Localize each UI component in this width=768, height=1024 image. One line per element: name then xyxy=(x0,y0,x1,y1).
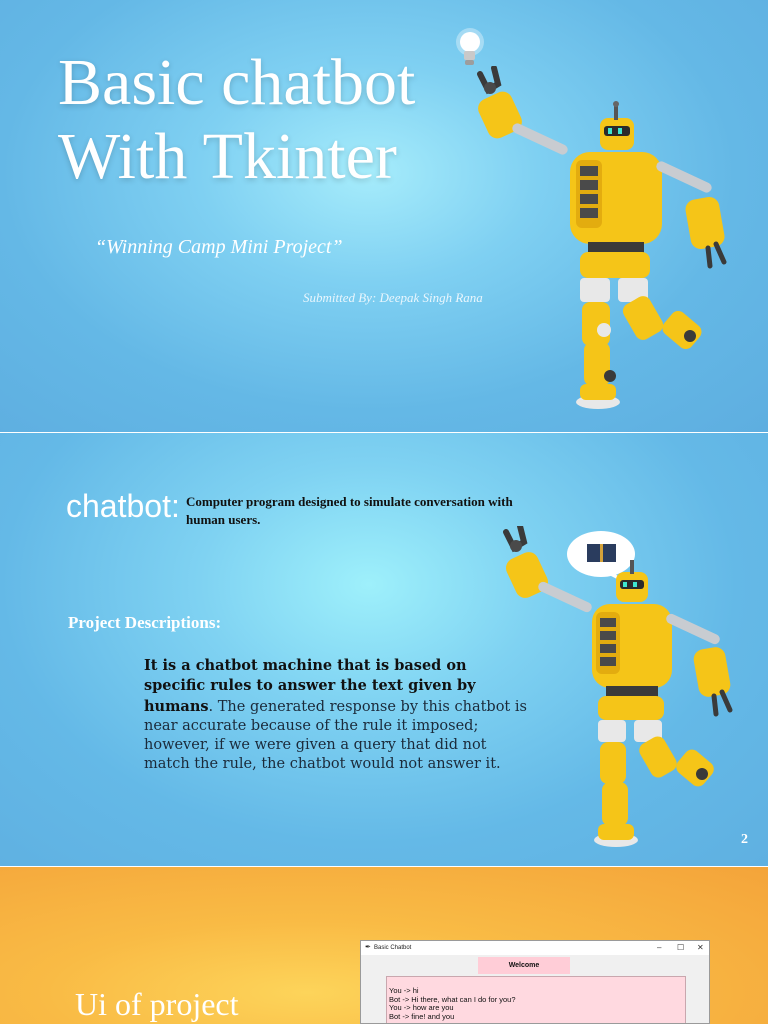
close-button[interactable]: ✕ xyxy=(697,943,704,952)
subtitle: “Winning Camp Mini Project” xyxy=(95,236,343,258)
chat-line: You -> hi xyxy=(389,986,419,995)
chatbot-definition: Computer program designed to simulate conversation with human users. xyxy=(186,494,513,527)
maximize-button[interactable]: ☐ xyxy=(677,943,685,952)
submitted-by: Submitted By: Deepak Singh Rana xyxy=(303,290,483,305)
window-title: Basic Chatbot xyxy=(374,945,412,951)
project-description xyxy=(144,656,529,775)
chat-line: Bot -> Hi there, what can I do for you? xyxy=(389,994,516,1004)
chat-line: You -> how are you xyxy=(389,1003,454,1012)
title-line-2: With Tkinter xyxy=(58,120,397,193)
page-number: 2 xyxy=(741,832,748,847)
chat-line: Bot -> fine! and you xyxy=(389,1011,455,1021)
chatbot-window-screenshot xyxy=(360,940,710,1024)
project-descriptions-heading: Project Descriptions: xyxy=(68,613,222,632)
chatbot-term: chatbot: xyxy=(66,488,180,524)
robot-illustration xyxy=(468,66,748,416)
minimize-button[interactable]: – xyxy=(657,943,662,952)
title-slide xyxy=(0,0,768,432)
window-titlebar xyxy=(361,941,709,955)
ui-slide-title: Ui of project xyxy=(75,986,239,1022)
feather-icon: ✒ xyxy=(365,944,371,951)
welcome-label: Welcome xyxy=(478,957,570,974)
robot-illustration xyxy=(496,526,756,856)
description-rest: . The generated response by this chatbot is near accurate because of the rule it imposed; however, if we were given a query that did not match the rule, the chatbot would not answer it. xyxy=(144,698,527,773)
description-bold: It is a chatbot machine that is based on specific rules to answer the text given by humans xyxy=(144,657,476,715)
chat-log xyxy=(386,976,686,1024)
title-line-1: Basic chatbot xyxy=(58,46,416,119)
slide-title xyxy=(58,46,415,194)
